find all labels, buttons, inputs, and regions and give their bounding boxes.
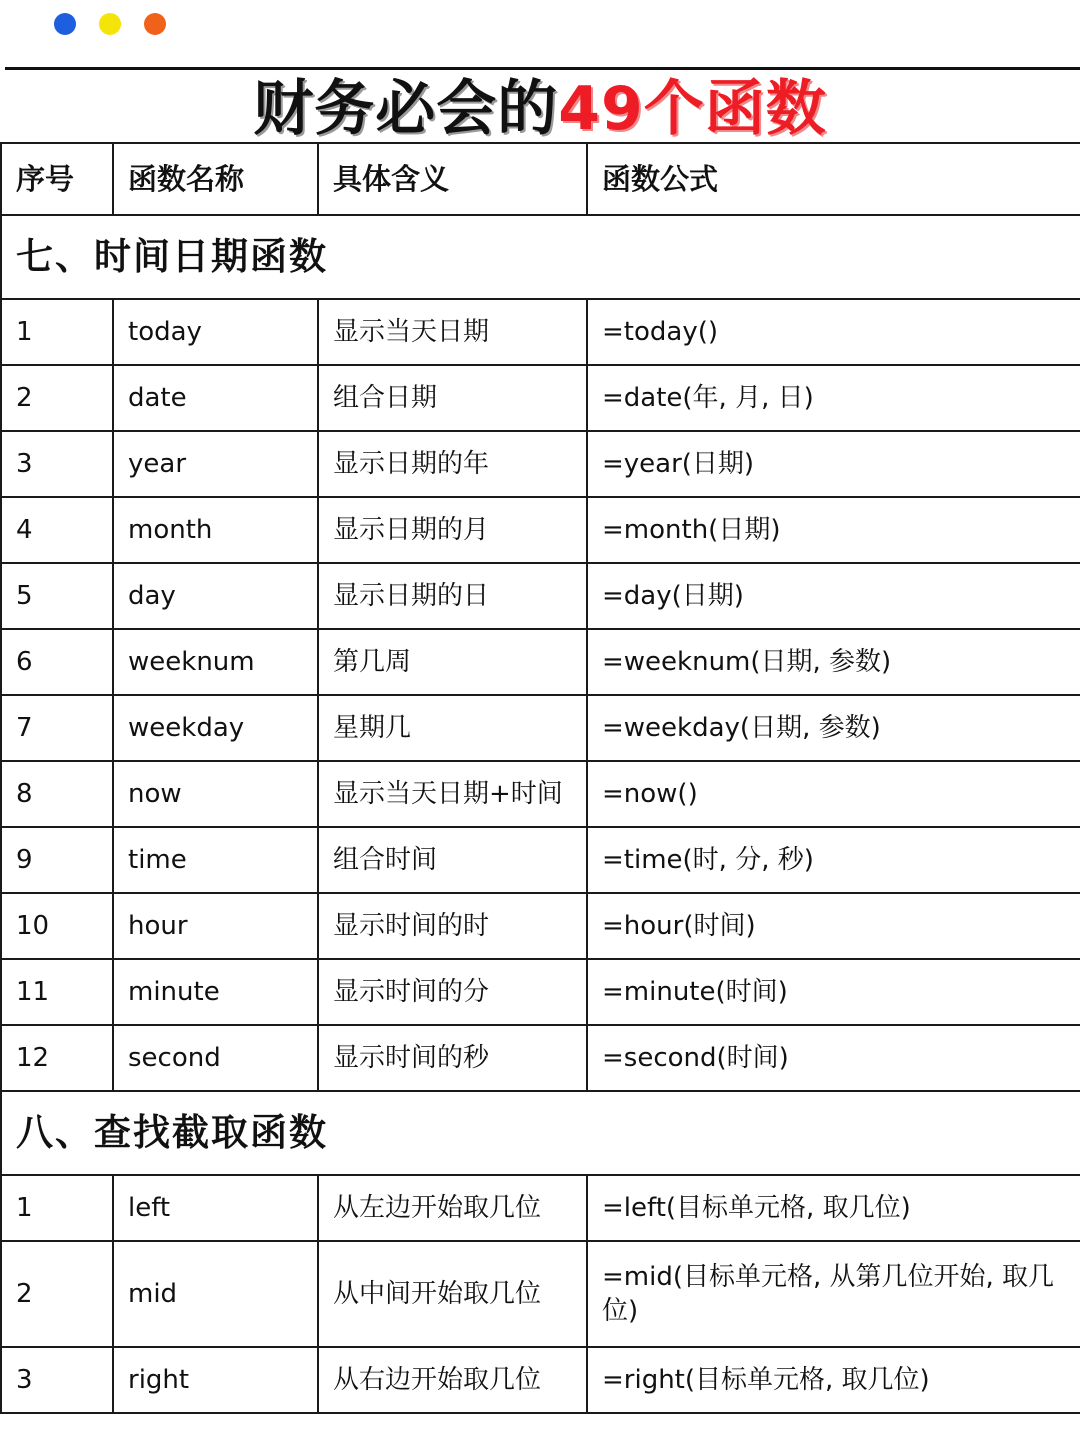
function-name: today (113, 299, 318, 365)
function-meaning: 从右边开始取几位 (318, 1347, 587, 1413)
row-number: 2 (1, 365, 113, 431)
function-name: month (113, 497, 318, 563)
table-row (1, 695, 1080, 761)
row-number: 12 (1, 1025, 113, 1091)
window-dots (54, 13, 166, 35)
row-number: 10 (1, 893, 113, 959)
function-name: now (113, 761, 318, 827)
function-formula: =right(目标单元格, 取几位) (587, 1347, 1080, 1413)
function-name: minute (113, 959, 318, 1025)
row-number: 1 (1, 299, 113, 365)
function-formula: =year(日期) (587, 431, 1080, 497)
table-row (1, 761, 1080, 827)
table-row (1, 365, 1080, 431)
top-divider (5, 67, 1080, 70)
title-red-part: 49个函数 (558, 74, 827, 144)
function-formula: =today() (587, 299, 1080, 365)
row-number: 1 (1, 1175, 113, 1241)
function-meaning: 组合日期 (318, 365, 587, 431)
function-name: left (113, 1175, 318, 1241)
table-row (1, 1241, 1080, 1347)
function-formula: =minute(时间) (587, 959, 1080, 1025)
row-number: 8 (1, 761, 113, 827)
function-name: hour (113, 893, 318, 959)
function-name: day (113, 563, 318, 629)
row-number: 2 (1, 1241, 113, 1347)
table-row (1, 893, 1080, 959)
row-number: 3 (1, 1347, 113, 1413)
function-meaning: 从左边开始取几位 (318, 1175, 587, 1241)
function-formula: =now() (587, 761, 1080, 827)
section-header-row (1, 1091, 1080, 1175)
row-number: 9 (1, 827, 113, 893)
table-row (1, 1175, 1080, 1241)
function-formula: =left(目标单元格, 取几位) (587, 1175, 1080, 1241)
table-row (1, 629, 1080, 695)
function-formula: =second(时间) (587, 1025, 1080, 1091)
header-formula: 函数公式 (587, 143, 1080, 215)
page-title (0, 74, 1080, 144)
table-header-row (1, 143, 1080, 215)
yellow-dot (99, 13, 121, 35)
function-name: weekday (113, 695, 318, 761)
function-meaning: 显示当天日期 (318, 299, 587, 365)
function-name: year (113, 431, 318, 497)
header-no: 序号 (1, 143, 113, 215)
function-meaning: 显示当天日期+时间 (318, 761, 587, 827)
blue-dot (54, 13, 76, 35)
function-meaning: 组合时间 (318, 827, 587, 893)
table-row (1, 827, 1080, 893)
table-row (1, 1347, 1080, 1413)
row-number: 7 (1, 695, 113, 761)
table-row (1, 563, 1080, 629)
function-meaning: 显示时间的秒 (318, 1025, 587, 1091)
table-row (1, 431, 1080, 497)
function-table (0, 142, 1080, 1414)
function-name: second (113, 1025, 318, 1091)
function-name: right (113, 1347, 318, 1413)
function-meaning: 显示时间的时 (318, 893, 587, 959)
function-formula: =hour(时间) (587, 893, 1080, 959)
table-row (1, 959, 1080, 1025)
orange-dot (144, 13, 166, 35)
header-name: 函数名称 (113, 143, 318, 215)
row-number: 11 (1, 959, 113, 1025)
function-meaning: 第几周 (318, 629, 587, 695)
function-formula: =mid(目标单元格, 从第几位开始, 取几位) (587, 1241, 1080, 1347)
function-formula: =month(日期) (587, 497, 1080, 563)
section-header-row (1, 215, 1080, 299)
title-black-part: 财务必会的 (253, 74, 559, 144)
function-formula: =weeknum(日期, 参数) (587, 629, 1080, 695)
function-formula: =weekday(日期, 参数) (587, 695, 1080, 761)
function-formula: =date(年, 月, 日) (587, 365, 1080, 431)
function-formula: =time(时, 分, 秒) (587, 827, 1080, 893)
table-body (1, 143, 1080, 1413)
table-row (1, 1025, 1080, 1091)
function-meaning: 显示日期的日 (318, 563, 587, 629)
function-name: date (113, 365, 318, 431)
function-name: mid (113, 1241, 318, 1347)
function-formula: =day(日期) (587, 563, 1080, 629)
function-meaning: 显示日期的年 (318, 431, 587, 497)
function-name: time (113, 827, 318, 893)
function-meaning: 显示日期的月 (318, 497, 587, 563)
row-number: 3 (1, 431, 113, 497)
table-row (1, 299, 1080, 365)
function-meaning: 显示时间的分 (318, 959, 587, 1025)
row-number: 6 (1, 629, 113, 695)
function-meaning: 从中间开始取几位 (318, 1241, 587, 1347)
section-title: 八、查找截取函数 (1, 1091, 1080, 1175)
section-title: 七、时间日期函数 (1, 215, 1080, 299)
header-meaning: 具体含义 (318, 143, 587, 215)
row-number: 4 (1, 497, 113, 563)
row-number: 5 (1, 563, 113, 629)
function-name: weeknum (113, 629, 318, 695)
function-meaning: 星期几 (318, 695, 587, 761)
table-row (1, 497, 1080, 563)
